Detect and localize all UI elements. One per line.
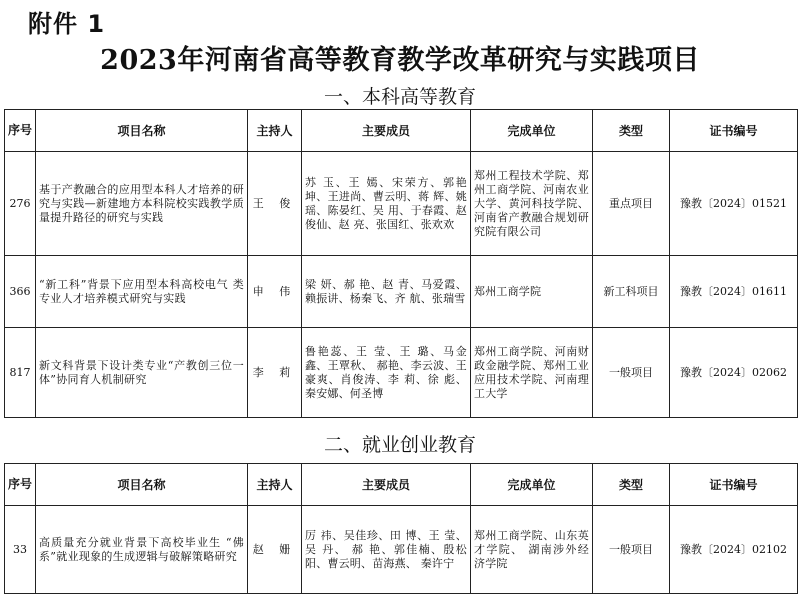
col-header-number: 序号 [5,110,36,152]
cell-project-name: “新工科”背景下应用型本科高校电气 类专业人才培养模式研究与实践 [36,256,248,328]
col-header-unit: 完成单位 [471,464,593,506]
cell-members: 梁 妍、郝 艳、赵 青、马爱霞、赖振讲、杨秦飞、齐 航、张瑞雪 [302,256,471,328]
cell-certificate: 豫教〔2024〕02062 [670,328,798,418]
col-header-members: 主要成员 [302,464,471,506]
cell-certificate: 豫教〔2024〕01611 [670,256,798,328]
document-title: 2023年河南省高等教育教学改革研究与实践项目 [100,45,700,76]
cell-host: 李 莉 [248,328,302,418]
cell-type: 一般项目 [593,328,670,418]
cell-members: 苏 玉、王 嫣、宋荣方、郭艳坤、王进尚、曹云明、蒋 辉、姚 瑶、陈晏红、吴 用、于春霞、赵俊仙、赵 亮、张国红、张欢欢 [302,152,471,256]
cell-unit: 郑州工商学院、山东英才学院、 湖南涉外经济学院 [471,506,593,594]
cell-type: 新工科项目 [593,256,670,328]
cell-certificate: 豫教〔2024〕02102 [670,506,798,594]
col-header-certificate: 证书编号 [670,110,798,152]
cell-unit: 郑州工程技术学院、郑州工商学院、河南农业大学、黄河科技学院、河南省产教融合规划研究院有限公司 [471,152,593,256]
cell-type: 重点项目 [593,152,670,256]
cell-project-name: 新文科背景下设计类专业“产教创三位一体”协同育人机制研究 [36,328,248,418]
cell-project-name: 基于产教融合的应用型本科人才培养的研究与实践—新建地方本科院校实践教学质量提升路径的研究与实践 [36,152,248,256]
cell-certificate: 豫教〔2024〕01521 [670,152,798,256]
cell-project-name: 高质量充分就业背景下高校毕业生 “佛 系”就业现象的生成逻辑与破解策略研究 [36,506,248,594]
col-header-host: 主持人 [248,464,302,506]
cell-number: 33 [5,506,36,594]
table-row [5,506,798,594]
col-header-certificate: 证书编号 [670,464,798,506]
cell-type: 一般项目 [593,506,670,594]
table-row [5,152,798,256]
table-row [5,256,798,328]
attachment-label: 附件 1 [28,10,106,38]
cell-members: 厉 祎、吴佳珍、田 博、王 莹、吴 丹、 郝 艳、郭佳楠、殷松阳、曹云明、苗海燕、 秦许宁 [302,506,471,594]
col-header-unit: 完成单位 [471,110,593,152]
col-header-project-name: 项目名称 [36,110,248,152]
cell-host: 王 俊 [248,152,302,256]
table-header-row [5,464,798,506]
cell-host: 赵 姗 [248,506,302,594]
table-row [5,328,798,418]
cell-number: 817 [5,328,36,418]
cell-members: 鲁艳蕊、王 莹、王 璐、马金鑫、王覃秋、 郝艳、李云波、王豪爽、肖俊涛、李 莉、徐 彪、秦安娜、何圣博 [302,328,471,418]
section-title-undergraduate: 一、本科高等教育 [323,86,476,108]
col-header-number: 序号 [5,464,36,506]
col-header-members: 主要成员 [302,110,471,152]
cell-number: 276 [5,152,36,256]
project-table-employment [4,463,798,594]
col-header-type: 类型 [593,110,670,152]
col-header-project-name: 项目名称 [36,464,248,506]
section-title-employment: 二、就业创业教育 [323,434,476,456]
col-header-host: 主持人 [248,110,302,152]
cell-host: 申 伟 [248,256,302,328]
cell-number: 366 [5,256,36,328]
col-header-type: 类型 [593,464,670,506]
project-table-undergraduate [4,109,798,418]
cell-unit: 郑州工商学院、河南财政金融学院、郑州工业应用技术学院、河南理工大学 [471,328,593,418]
cell-unit: 郑州工商学院 [471,256,593,328]
table-header-row [5,110,798,152]
